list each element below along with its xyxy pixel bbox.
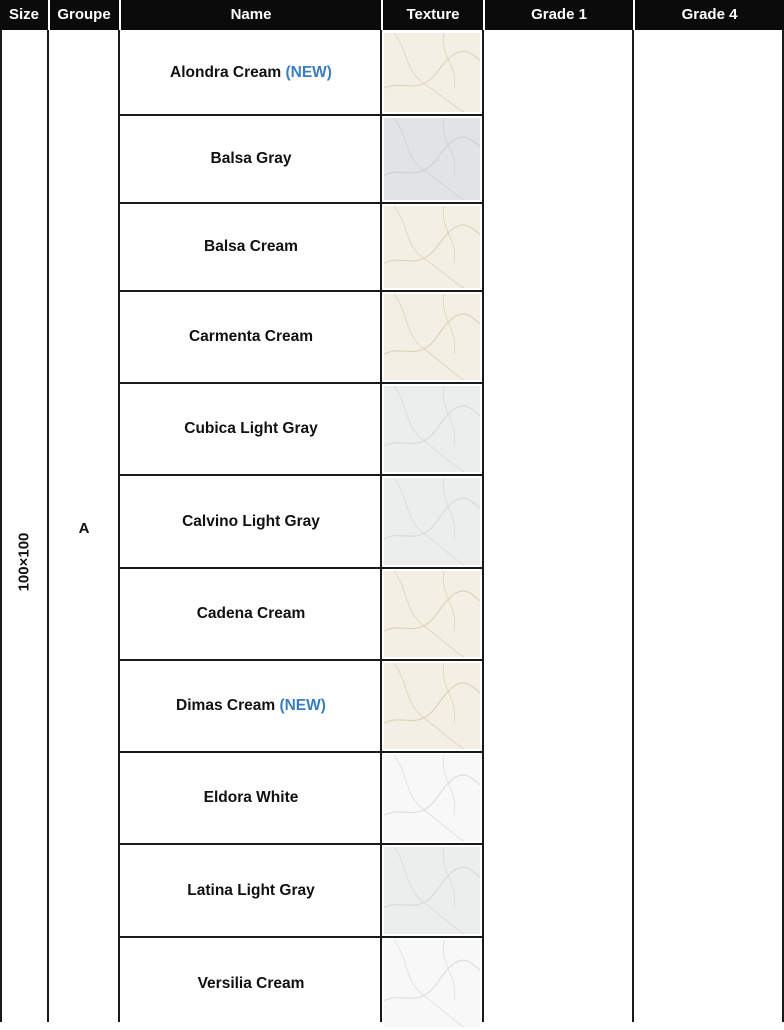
row-name-label: Versilia Cream <box>197 975 305 992</box>
texture-swatch <box>384 33 480 112</box>
row-name-label: Cadena Cream <box>196 605 306 622</box>
row-name <box>121 383 381 475</box>
texture-swatch <box>384 118 480 200</box>
groupe-value: A <box>78 520 90 537</box>
texture-swatch <box>384 478 480 565</box>
row-name-label: Balsa Gray <box>210 150 292 167</box>
texture-swatch <box>384 206 480 288</box>
header-name: Name <box>230 6 272 23</box>
row-name-label: Latina Light Gray <box>187 882 315 899</box>
row-name-label: Alondra Cream <box>170 64 282 81</box>
texture-swatch <box>384 663 480 749</box>
row-name <box>121 291 381 383</box>
size-cell <box>0 30 48 1022</box>
row-name <box>121 844 381 937</box>
row-name-label: Balsa Cream <box>204 238 298 255</box>
texture-swatch <box>384 571 480 657</box>
row-name <box>121 752 381 844</box>
header-grade-4: Grade 4 <box>681 6 738 23</box>
row-name-label: Calvino Light Gray <box>182 513 320 530</box>
header-size: Size <box>8 6 39 23</box>
texture-swatch <box>384 940 480 1027</box>
row-name <box>121 30 381 115</box>
table-header <box>0 0 784 30</box>
row-name <box>121 660 381 752</box>
header-texture: Texture <box>406 6 460 23</box>
row-name-label: Eldora White <box>203 789 299 806</box>
row-name-label: Cubica Light Gray <box>184 420 318 437</box>
row-name-label: Carmenta Cream <box>188 328 314 345</box>
row-name <box>121 475 381 568</box>
texture-swatch <box>384 755 480 841</box>
row-name <box>121 568 381 660</box>
row-name <box>121 203 381 291</box>
header-groupe: Groupe <box>57 6 111 23</box>
new-tag: (NEW) <box>285 64 332 81</box>
texture-swatch <box>384 386 480 472</box>
row-name <box>121 937 381 1030</box>
row-name-label: Dimas Cream <box>176 697 276 714</box>
size-value: 100×100 <box>15 532 33 592</box>
texture-swatch <box>384 847 480 934</box>
row-name <box>121 115 381 203</box>
new-tag: (NEW) <box>279 697 326 714</box>
texture-swatch <box>384 294 480 380</box>
header-grade-1: Grade 1 <box>531 6 587 23</box>
